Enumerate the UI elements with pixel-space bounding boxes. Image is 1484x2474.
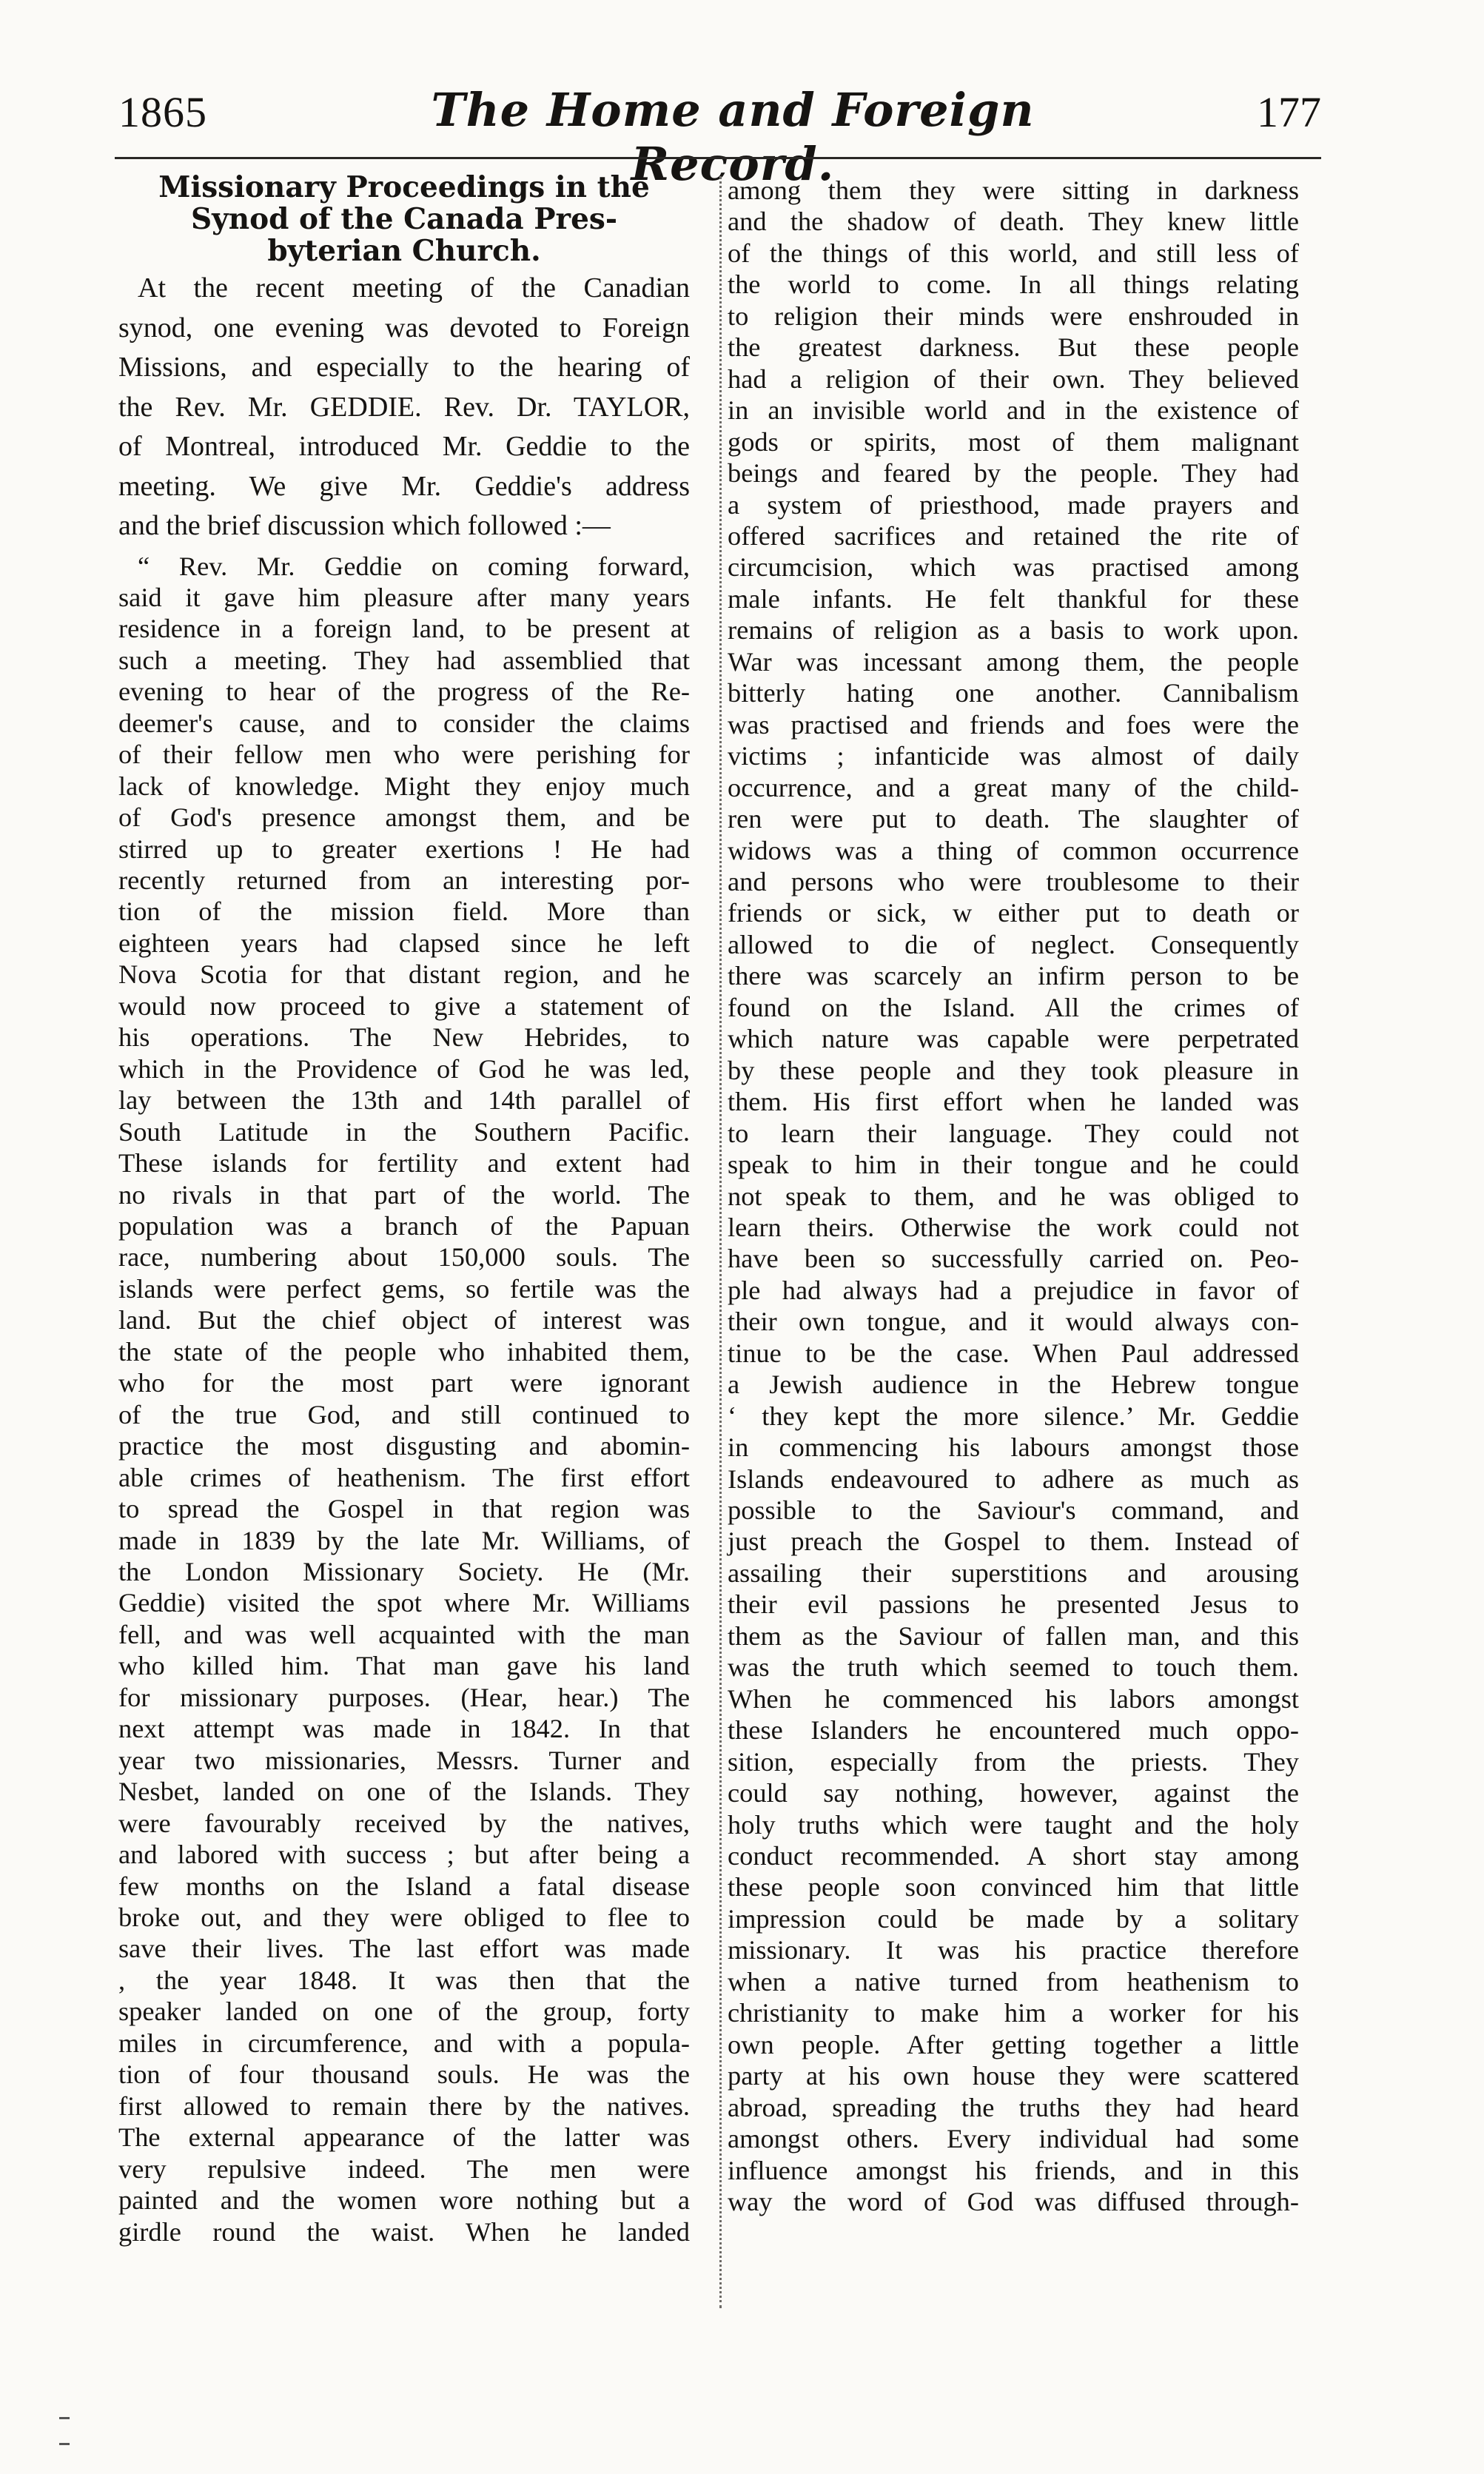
body-line: were favourably received by the natives, [118,1808,690,1838]
body-line: the state of the people who inhabited them, [118,1336,690,1367]
body-line: Nesbet, landed on one of the Islands. They [118,1777,690,1807]
body-line: just preach the Gospel to them. Instead of [728,1526,1299,1557]
body-line: occurrence, and a great many of the child- [728,772,1299,802]
body-line: War was incessant among them, the people [728,646,1299,677]
body-line: first allowed to remain there by the natives. [118,2091,690,2121]
body-line: ren were put to death. The slaughter of [728,804,1299,834]
body-line: the greatest darkness. But these people [728,332,1299,363]
right-body [728,172,1299,2217]
body-line: was the truth which seemed to touch them. [728,1652,1299,1683]
body-line: When he commenced his labors amongst [728,1683,1299,1714]
body-line: among them they were sitting in darkness [728,175,1299,205]
body-line: bitterly hating one another. Cannibalism [728,678,1299,708]
body-line: have been so successfully carried on. Peo- [728,1244,1299,1274]
body-line: to learn their language. They could not [728,1118,1299,1148]
body-line: missionary. It was his practice therefore [728,1935,1299,1965]
margin-mark [59,2417,70,2419]
body-line: residence in a foreign land, to be present at [118,614,690,644]
body-line: remains of religion as a basis to work upon. [728,615,1299,646]
body-line: tion of the mission field. More than [118,896,690,927]
body-line: said it gave him pleasure after many years [118,582,690,612]
body-line: impression could be made by a solitary [728,1903,1299,1934]
body-line: own people. After getting together a little [728,2029,1299,2059]
page-number: 177 [1257,88,1321,136]
heading-line: Missionary Proceedings in the [158,170,650,204]
body-line: of God's presence amongst them, and be [118,802,690,833]
intro-line: meeting. We give Mr. Geddie's address [118,470,690,502]
body-line: who for the most part were ignorant [118,1368,690,1398]
body-line: by these people and they took pleasure in [728,1055,1299,1085]
body-line: few months on the Island a fatal disease [118,1871,690,1901]
body-line: lay between the 13th and 14th parallel of [118,1085,690,1116]
intro-line: of Montreal, introduced Mr. Geddie to the [118,431,690,462]
body-line: and labored with success ; but after being a [118,1840,690,1870]
article-heading [118,172,690,267]
body-line: them. His first effort when he landed was [728,1087,1299,1117]
intro-line: synod, one evening was devoted to Foreign [118,312,690,343]
heading-line: byterian Church. [267,234,541,268]
body-line: save their lives. The last effort was made [118,1934,690,1964]
body-line: no rivals in that part of the world. The [118,1179,690,1210]
body-line: lack of knowledge. Might they enjoy much [118,771,690,801]
body-line: very repulsive indeed. The men were [118,2153,690,2184]
body-line: Nova Scotia for that distant region, and he [118,959,690,990]
body-line: which nature was capable were perpetrated [728,1024,1299,1054]
body-line: Geddie) visited the spot where Mr. Williams [118,1588,690,1618]
body-line: sition, especially from the priests. They [728,1746,1299,1777]
body-line: found on the Island. All the crimes of [728,992,1299,1022]
body-line: miles in circumference, and with a popula- [118,2028,690,2058]
left-body [118,551,690,2247]
body-line: a Jewish audience in the Hebrew tongue [728,1370,1299,1400]
body-line: victims ; infanticide was almost of daily [728,741,1299,771]
body-line: who killed him. That man gave his land [118,1651,690,1681]
body-line: to spread the Gospel in that region was [118,1494,690,1524]
body-line: islands were perfect gems, so fertile was the [118,1273,690,1304]
left-column [118,172,690,2247]
body-line: of their fellow men who were perishing for [118,740,690,770]
body-line: learn theirs. Otherwise the work could not [728,1212,1299,1242]
body-line: influence amongst his friends, and in this [728,2155,1299,2185]
body-line: next attempt was made in 1842. In that [118,1714,690,1744]
body-line: practice the most disgusting and abomin- [118,1431,690,1461]
body-line: broke out, and they were obliged to flee to [118,1902,690,1932]
body-line: them as the Saviour of fallen man, and this [728,1620,1299,1651]
body-line: girdle round the waist. When he landed [118,2216,690,2247]
body-line: amongst others. Every individual had some [728,2124,1299,2154]
body-line: could say nothing, however, against the [728,1778,1299,1808]
body-line: fell, and was well acquainted with the man [118,1619,690,1649]
body-line: had a religion of their own. They believed [728,363,1299,394]
body-line: and the shadow of death. They knew little [728,207,1299,237]
header-rule [115,157,1321,159]
body-line: , the year 1848. It was then that the [118,1965,690,1995]
body-line: holy truths which were taught and the holy [728,1809,1299,1840]
body-line: in an invisible world and in the existence of [728,395,1299,426]
body-line: deemer's cause, and to consider the claims [118,708,690,738]
body-line: made in 1839 by the late Mr. Williams, of [118,1525,690,1555]
body-line: widows was a thing of common occurrence [728,835,1299,865]
body-line: a system of priesthood, made prayers and [728,489,1299,520]
body-line: painted and the women wore nothing but a [118,2185,690,2216]
body-line: year two missionaries, Messrs. Turner and [118,1745,690,1775]
body-line: tion of four thousand souls. He was the [118,2059,690,2090]
body-line: allowed to die of neglect. Consequently [728,929,1299,959]
body-line: beings and feared by the people. They had [728,458,1299,489]
body-line: population was a branch of the Papuan [118,1211,690,1241]
body-line: the London Missionary Society. He (Mr. [118,1557,690,1586]
body-line: was practised and friends and foes were the [728,709,1299,740]
body-line: race, numbering about 150,000 souls. The [118,1242,690,1273]
intro-line: and the brief discussion which followed :— [118,510,611,541]
intro-line: Missions, and especially to the hearing of [118,352,690,383]
body-line: male infants. He felt thankful for these [728,583,1299,614]
body-line: stirred up to greater exertions ! He had [118,834,690,864]
body-line: there was scarcely an infirm person to be [728,961,1299,991]
body-line: ‘ they kept the more silence.’ Mr. Geddie [728,1401,1299,1431]
body-line: such a meeting. They had assemblied that [118,645,690,675]
body-line: for missionary purposes. (Hear, hear.) The [118,1682,690,1712]
body-line: to religion their minds were enshrouded in [728,301,1299,331]
article-intro [118,269,690,546]
body-line: evening to hear of the progress of the Re- [118,677,690,707]
body-line: not speak to them, and he was obliged to [728,1181,1299,1211]
body-line: able crimes of heathenism. The first effort [118,1462,690,1492]
body-line: their own tongue, and it would always con- [728,1307,1299,1337]
margin-mark [59,2443,70,2445]
body-line: land. But the chief object of interest was [118,1305,690,1335]
header-title: The Home and Foreign Record. [431,83,1035,191]
body-line: The external appearance of the latter was [118,2122,690,2153]
body-line: would now proceed to give a statement of [118,990,690,1021]
body-line: assailing their superstitions and arousing [728,1558,1299,1588]
body-line: These islands for fertility and extent had [118,1148,690,1179]
body-line: in commencing his labours amongst those [728,1432,1299,1463]
header-year: 1865 [118,88,207,136]
body-line: circumcision, which was practised among [728,552,1299,583]
body-line: “ Rev. Mr. Geddie on coming forward, [138,551,690,581]
right-column [728,172,1299,2217]
body-line: Islands endeavoured to adhere as much as [728,1464,1299,1494]
body-line: gods or spirits, most of them malignant [728,426,1299,457]
body-line: and persons who were troublesome to their [728,866,1299,896]
body-line: tinue to be the case. When Paul addressed [728,1338,1299,1368]
body-line: of the true God, and still continued to [118,1399,690,1429]
body-line: the world to come. In all things relating [728,269,1299,300]
body-line: ple had always had a prejudice in favor of [728,1275,1299,1305]
body-line: party at his own house they were scattered [728,2061,1299,2091]
body-line: eighteen years had clapsed since he left [118,928,690,958]
body-line: way the word of God was diffused through- [728,2187,1299,2216]
intro-line: the Rev. Mr. GEDDIE. Rev. Dr. TAYLOR, [118,391,690,423]
body-line: which in the Providence of God he was led, [118,1053,690,1084]
column-divider [719,176,722,2308]
body-line: conduct recommended. A short stay among [728,1841,1299,1871]
body-line: his operations. The New Hebrides, to [118,1022,690,1053]
body-line: recently returned from an interesting por- [118,865,690,896]
body-line: South Latitude in the Southern Pacific. [118,1116,690,1147]
body-line: these Islanders he encountered much oppo- [728,1715,1299,1746]
body-line: these people soon convinced him that little [728,1872,1299,1903]
body-line: christianity to make him a worker for his [728,1998,1299,2028]
body-line: speaker landed on one of the group, forty [118,1997,690,2027]
body-line: friends or sick, w either put to death or [728,898,1299,928]
body-line: abroad, spreading the truths they had heard [728,2092,1299,2122]
body-line: when a native turned from heathenism to [728,1966,1299,1997]
body-line: possible to the Saviour's command, and [728,1495,1299,1526]
body-line: of the things of this world, and still less of [728,238,1299,268]
body-line: offered sacrifices and retained the rite of [728,520,1299,551]
body-line: their evil passions he presented Jesus to [728,1589,1299,1620]
heading-line: Synod of the Canada Pres- [190,202,618,236]
intro-line: At the recent meeting of the Canadian [138,272,690,304]
body-line: speak to him in their tongue and he could [728,1150,1299,1180]
